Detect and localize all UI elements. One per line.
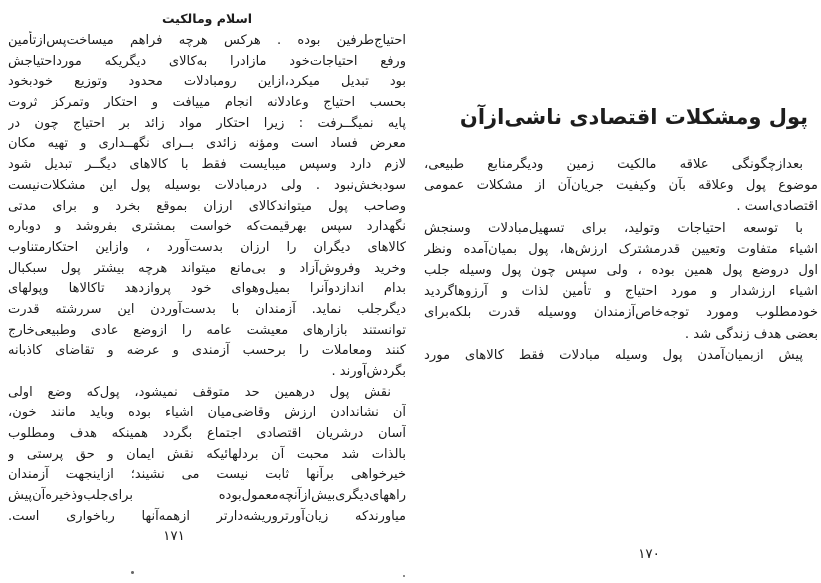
text-line: وخرید وفروش‌آزاد و بی‌مانع میتواند هرچه بیشتر پول سبکبال [8,260,406,276]
running-header: اسلام ومالکیت [161,11,253,26]
scan-speck [131,571,134,574]
right-page-number: ۱۷۰ [638,546,660,562]
text-line: اقتصادی‌است . [736,199,818,215]
text-line: میاورندکه زیان‌آورتروریشه‌دارتر ازهمه‌آنها رباخواری است. [8,508,406,524]
text-line: لازم دارد وسپس میبایست فقط با کالاهای دیگــر تبدیل شود [8,157,406,173]
chapter-title: پول ومشکلات اقتصادی ناشی‌ازآن [459,105,808,129]
text-line: پایه نمیگــرفت : زیرا احتکار مواد زائد بر احتیاج چون در [8,115,406,131]
text-line: موضوع پول وعلاقه بآن وکیفیت جریان‌آن از مشکلات عمومی [424,178,818,194]
text-line: بعدازچگونگی علاقه مالکیت زمین ودیگرمنابع طبیعی، [424,157,803,172]
text-line: اشیاء متفاوت وتعیین قدرمشترک ارزش‌ها، پول بمیان‌آمده ونظر [424,241,818,257]
text-line: توانستند بازارهای معیشت عامه را ازوضع عادی وطبیعی‌خارج [8,322,406,338]
text-line: اشیاء ارزشدار و مورد احتیاج و تأمین لذات و آرزوهاگردید [424,284,818,300]
text-line: اول دروضع پول همین بوده ، ولی سپس چون پول وسیله جلب [424,262,818,278]
left-page-number: ۱۷۱ [163,528,185,544]
right-page [424,0,818,583]
text-line: کالاهای دیگران را ارزان بدست‌آورد ، وازاین احتکارمتناوب [8,239,406,255]
text-line: سودبخش‌نبود . ولی درمبادلات بوسیله پول این مشکلات‌نیست [8,177,406,193]
text-line: دیگرجلب نماید. آزمندان با بدست‌آوردن این سررشته قدرت [8,301,406,317]
text-line: خودمطلوب ومورد توجه‌خاص‌آزمندان ووسیله قدرت بلکه‌برای [424,305,818,321]
text-line: نگهدارد سپس بهرقیمت‌که خواست بمشتری بفروشد و دوباره [8,219,406,235]
left-page-body [8,31,406,528]
text-line: آسان درشریان اقتصادی اجتماع بگردد همینکه هدف ومطلوب [8,426,406,442]
text-line: بالذات شد محبت آن بردلهائیکه نقش ایمان و حق پرستی و [8,446,406,462]
text-line: بحسب احتیاج وعادلانه انجام مییافت و احتکار وتمرکز ثروت [8,95,406,111]
text-line: بعضی هدف زندگی شد . [684,326,818,342]
text-line: معرض فساد است ومؤنه زائدی بــرای نگهــداری و تهیه مکان [8,136,406,152]
text-line: خیرخواهی برآنها ثابت نیست می نشیند؛ ازاینجهت آزمندان [8,467,406,483]
text-line: بدام اندازدوآنرا بمیل‌وهوای خود پروازدهد تاکالاها وپولهای [8,281,406,297]
text-line: ورفع احتیاجات‌خود مازادرا به‌کالای دیگریکه مورداحتیاجش [8,53,406,69]
text-line: وصاحب پول میتواندکالای ارزان بموقع بخرد و برای مدتی [8,198,406,214]
text-line: بگردش‌آورند . [331,364,406,379]
text-line: احتیاج‌طرفین بوده . هرکس هرچه فراهم میساخت‌پس‌ازتأمین [8,33,406,48]
text-line: نقش پول درهمین حد متوقف نمیشود، پول‌که وضع اولی [8,384,391,400]
left-page [8,0,406,583]
text-line: پیش ازبمیان‌آمدن پول وسیله مبادلات فقط کالاهای مورد [424,347,803,363]
right-page-body [424,154,818,366]
scan-speck [403,575,405,577]
text-line: با توسعه احتیاجات وتولید، برای تسهیل‌مبادلات وسنجش [424,220,803,236]
text-line: آن نشاندادن ارزش وقاضی‌میان اشیاء بوده وباید مانند خون، [8,405,406,421]
text-line: راههای‌دیگری‌بیش‌ازآنچه‌معمول‌بوده برای‌جلب‌وذخیره‌آن‌پیش [8,488,406,504]
text-line: کنند ومعاملات را برحسب آزمندی و عرضه و تقاضای کاذبانه [8,343,406,359]
text-line: بود تبدیل میکرد،ازاین رومبادلات محدود وتوزیع خودبخود [8,74,406,90]
